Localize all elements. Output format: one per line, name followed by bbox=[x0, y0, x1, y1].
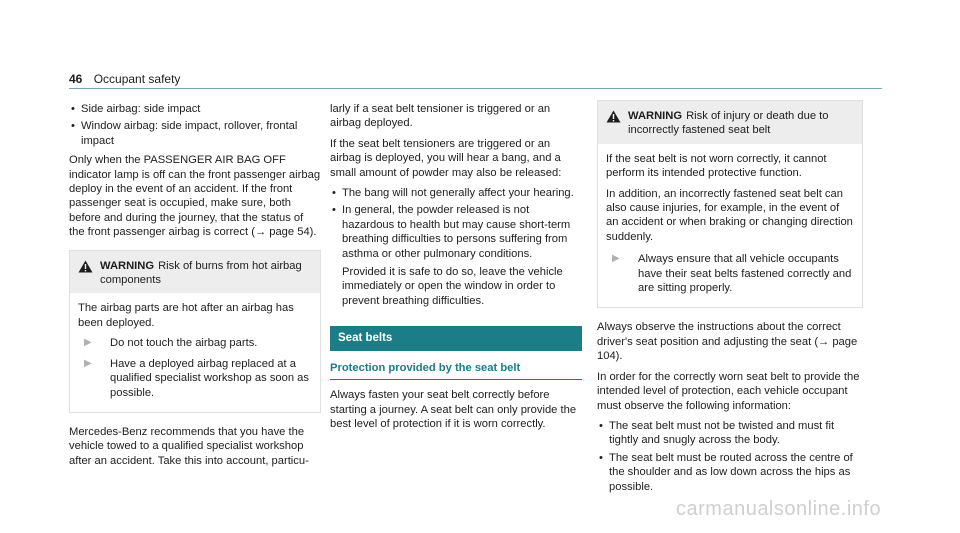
warning-header bbox=[70, 251, 320, 294]
list-item: • The bang will not generally affect your hearing. bbox=[330, 186, 582, 200]
warning-box bbox=[69, 250, 321, 413]
arrow-right-icon: ▶ bbox=[84, 357, 92, 369]
list-item bbox=[330, 203, 582, 308]
page-number: 46 bbox=[69, 72, 83, 86]
list-item-text: In general, the powder released is not hazardous to health but may cause short-term breathing difficulties to persons suffering from asthma or other pulmonary conditions. bbox=[342, 204, 571, 260]
instruction-step bbox=[78, 336, 312, 350]
column-2 bbox=[330, 102, 582, 437]
paragraph: In order for the correctly worn seat belt to provide the intended level of protection, each vehicle occupant must observe the following information: bbox=[597, 370, 860, 412]
paragraph: larly if a seat belt tensioner is triggered or an airbag deployed. bbox=[330, 103, 551, 130]
seatbelt-list bbox=[597, 419, 863, 494]
list-item: • Window airbag: side impact, rollover, frontal impact bbox=[69, 119, 321, 148]
warning-box bbox=[597, 100, 863, 308]
warning-label: WARNING bbox=[628, 110, 683, 122]
instruction-step bbox=[606, 252, 854, 295]
list-item-note: Provided it is safe to do so, leave the vehicle immediately or open the window in order to prevent breathing difficulties. bbox=[342, 266, 563, 307]
section-title: Occupant safety bbox=[93, 72, 181, 86]
header-rule bbox=[69, 88, 882, 89]
warning-text: The airbag parts are hot after an airbag has been deployed. bbox=[78, 302, 294, 329]
warning-heading: Risk of injury or death due to incorrectly fastened seat belt bbox=[628, 110, 829, 137]
airbag-list bbox=[69, 102, 321, 148]
subsection-heading: Protection provided by the seat belt bbox=[330, 361, 582, 380]
watermark: carmanualsonline.info bbox=[676, 498, 882, 520]
warning-triangle-icon bbox=[606, 109, 628, 138]
paragraph: Always observe the instructions about the correct driver's seat position and adjusting the seat (→ page 104). bbox=[597, 321, 858, 363]
warning-triangle-icon bbox=[78, 259, 100, 288]
paragraph: Only when the PASSENGER AIR BAG OFF indicator lamp is off can the front passenger airbag deploy in the event of an accident. If the front passenger seat is occupied, make sure, both before and during the journey, that the status of the front passenger airbag is correct (→ page 54). bbox=[69, 154, 321, 239]
paragraph: Always fasten your seat belt correctly before starting a journey. A seat belt can only provide the best level of protection if it is worn correctly. bbox=[330, 389, 577, 430]
arrow-right-icon: ▶ bbox=[84, 337, 92, 349]
step-text: Have a deployed airbag replaced at a qualified specialist workshop as soon as possible. bbox=[110, 357, 309, 399]
warning-label: WARNING bbox=[100, 259, 155, 272]
warning-body bbox=[598, 144, 862, 308]
warning-text: In addition, an incorrectly fastened seat belt can also cause injuries, for example, in the event of an accident or when braking or changing direction suddenly. bbox=[606, 187, 853, 243]
column-3 bbox=[597, 100, 863, 499]
step-text: Do not touch the airbag parts. bbox=[110, 337, 258, 350]
arrow-right-icon: ▶ bbox=[612, 253, 620, 265]
warning-heading: Risk of burns from hot airbag components bbox=[100, 259, 302, 287]
instruction-step bbox=[78, 357, 312, 400]
warning-text: If the seat belt is not worn correctly, it cannot perform its intended protective function. bbox=[606, 152, 827, 180]
list-item: • Side airbag: side impact bbox=[69, 102, 321, 116]
page-header bbox=[69, 72, 180, 86]
powder-list bbox=[330, 186, 582, 308]
list-item: • The seat belt must not be twisted and must fit tightly and snugly across the body. bbox=[597, 419, 863, 448]
warning-body bbox=[70, 293, 320, 411]
section-heading: Seat belts bbox=[330, 326, 582, 350]
step-text: Always ensure that all vehicle occupants have their seat belts fastened correctly and are sitting properly. bbox=[638, 253, 852, 295]
paragraph: If the seat belt tensioners are triggered or an airbag is deployed, you will hear a bang, and a small amount of powder may also be released: bbox=[330, 137, 562, 179]
warning-header bbox=[598, 101, 862, 144]
column-1 bbox=[69, 102, 321, 474]
paragraph: Mercedes-Benz recommends that you have the vehicle towed to a qualified specialist workshop after an accident. Take this into account, particu- bbox=[69, 425, 309, 467]
list-item: • The seat belt must be routed across the centre of the shoulder and as low down across the hips as possible. bbox=[597, 451, 863, 494]
